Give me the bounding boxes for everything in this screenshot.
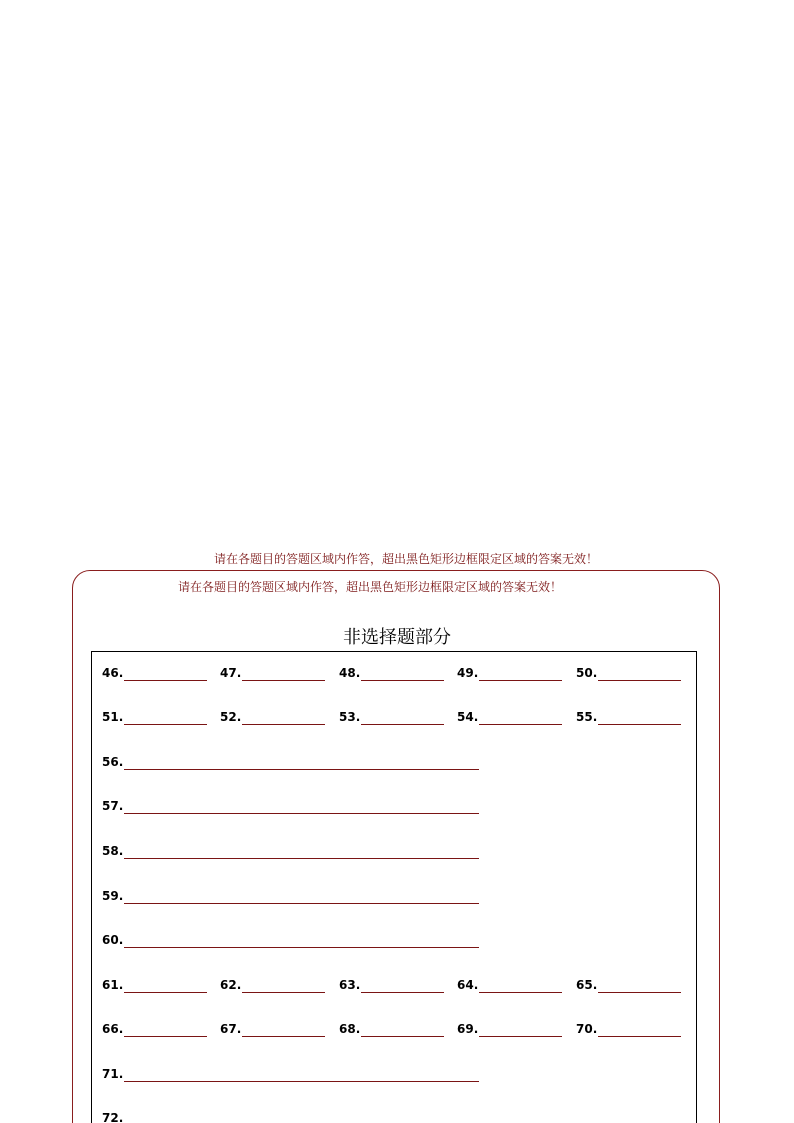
question-number: 72.	[102, 1111, 124, 1123]
question-number: 55.	[576, 710, 598, 724]
question-number: 46.	[102, 666, 124, 680]
answer-blank-line[interactable]	[124, 1036, 207, 1037]
answer-area-warning-inner: 请在各题目的答题区域内作答，超出黑色矩形边框限定区域的答案无效！	[178, 580, 563, 594]
answer-blank-line[interactable]	[242, 1036, 325, 1037]
question-number: 64.	[457, 978, 479, 992]
answer-blank-line[interactable]	[361, 680, 444, 681]
question-number: 48.	[339, 666, 361, 680]
question-number: 47.	[220, 666, 242, 680]
question-number: 51.	[102, 710, 124, 724]
question-number: 66.	[102, 1022, 124, 1036]
answer-blank-line[interactable]	[479, 992, 562, 993]
answer-blank-line[interactable]	[361, 724, 444, 725]
question-number: 52.	[220, 710, 242, 724]
question-number: 61.	[102, 978, 124, 992]
answer-blank-line[interactable]	[598, 724, 681, 725]
answer-blank-line[interactable]	[124, 858, 479, 859]
question-number: 68.	[339, 1022, 361, 1036]
answer-blank-line[interactable]	[242, 680, 325, 681]
answer-blank-line[interactable]	[479, 680, 562, 681]
question-number: 67.	[220, 1022, 242, 1036]
answer-blank-line[interactable]	[124, 769, 479, 770]
question-number: 54.	[457, 710, 479, 724]
answer-blank-line[interactable]	[479, 1036, 562, 1037]
answer-blank-line[interactable]	[361, 992, 444, 993]
answer-blank-line[interactable]	[124, 813, 479, 814]
answer-blank-line[interactable]	[598, 1036, 681, 1037]
question-number: 65.	[576, 978, 598, 992]
question-number: 70.	[576, 1022, 598, 1036]
answer-blank-line[interactable]	[124, 903, 479, 904]
answer-blank-line[interactable]	[124, 724, 207, 725]
question-number: 62.	[220, 978, 242, 992]
question-number: 60.	[102, 933, 124, 947]
question-number: 58.	[102, 844, 124, 858]
question-number: 59.	[102, 889, 124, 903]
answer-blank-line[interactable]	[598, 992, 681, 993]
question-number: 63.	[339, 978, 361, 992]
answer-blank-line[interactable]	[124, 947, 479, 948]
question-number: 71.	[102, 1067, 124, 1081]
answer-blank-line[interactable]	[361, 1036, 444, 1037]
answer-blank-line[interactable]	[124, 680, 207, 681]
answer-area-warning: 请在各题目的答题区域内作答，超出黑色矩形边框限定区域的答案无效！	[214, 552, 599, 566]
answer-blank-line[interactable]	[242, 992, 325, 993]
question-number: 49.	[457, 666, 479, 680]
answer-blank-line[interactable]	[124, 1081, 479, 1082]
answer-blank-line[interactable]	[242, 724, 325, 725]
answer-blank-line[interactable]	[479, 724, 562, 725]
question-number: 69.	[457, 1022, 479, 1036]
question-number: 53.	[339, 710, 361, 724]
answer-blank-line[interactable]	[598, 680, 681, 681]
question-number: 57.	[102, 799, 124, 813]
non-choice-answer-box	[91, 651, 697, 1123]
question-number: 50.	[576, 666, 598, 680]
question-number: 56.	[102, 755, 124, 769]
section-title: 非选择题部分	[343, 627, 451, 648]
answer-blank-line[interactable]	[124, 992, 207, 993]
